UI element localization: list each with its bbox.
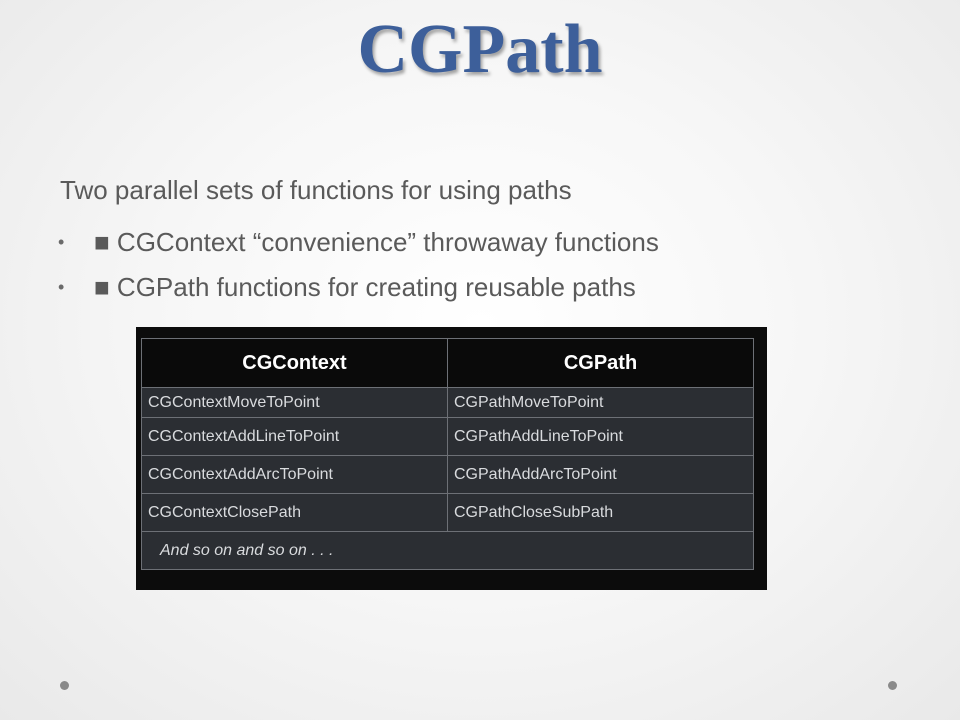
bullet-item	[58, 265, 659, 310]
table-cell: CGContextClosePath	[142, 494, 448, 532]
bullet-text: ■ CGContext “convenience” throwaway functions	[94, 227, 659, 257]
slide-dot-right-icon	[888, 681, 897, 690]
table-cell: CGPathAddLineToPoint	[448, 418, 754, 456]
table-cell: CGPathMoveToPoint	[448, 388, 754, 418]
table-row	[142, 456, 754, 494]
header-cgcontext: CGContext	[142, 339, 448, 388]
table-footer-cell: And so on and so on . . .	[142, 532, 754, 570]
header-cgpath: CGPath	[448, 339, 754, 388]
table-row	[142, 388, 754, 418]
function-table	[141, 338, 754, 570]
slide-title: CGPath	[357, 11, 603, 88]
intro-text: Two parallel sets of functions for using paths	[60, 175, 572, 205]
table-footer-row	[142, 532, 754, 570]
table-row	[142, 418, 754, 456]
table-cell: CGContextAddLineToPoint	[142, 418, 448, 456]
bullet-text: ■ CGPath functions for creating reusable paths	[94, 272, 636, 302]
bullet-list	[58, 220, 659, 310]
bullet-dot-icon: •	[58, 277, 65, 297]
table-cell: CGContextAddArcToPoint	[142, 456, 448, 494]
function-table-image	[136, 327, 767, 590]
table-cell: CGContextMoveToPoint	[142, 388, 448, 418]
table-header-row	[142, 339, 754, 388]
table-cell: CGPathAddArcToPoint	[448, 456, 754, 494]
slide-dot-left-icon	[60, 681, 69, 690]
bullet-item	[58, 220, 659, 265]
bullet-dot-icon: •	[58, 232, 65, 252]
table-row	[142, 494, 754, 532]
table-cell: CGPathCloseSubPath	[448, 494, 754, 532]
